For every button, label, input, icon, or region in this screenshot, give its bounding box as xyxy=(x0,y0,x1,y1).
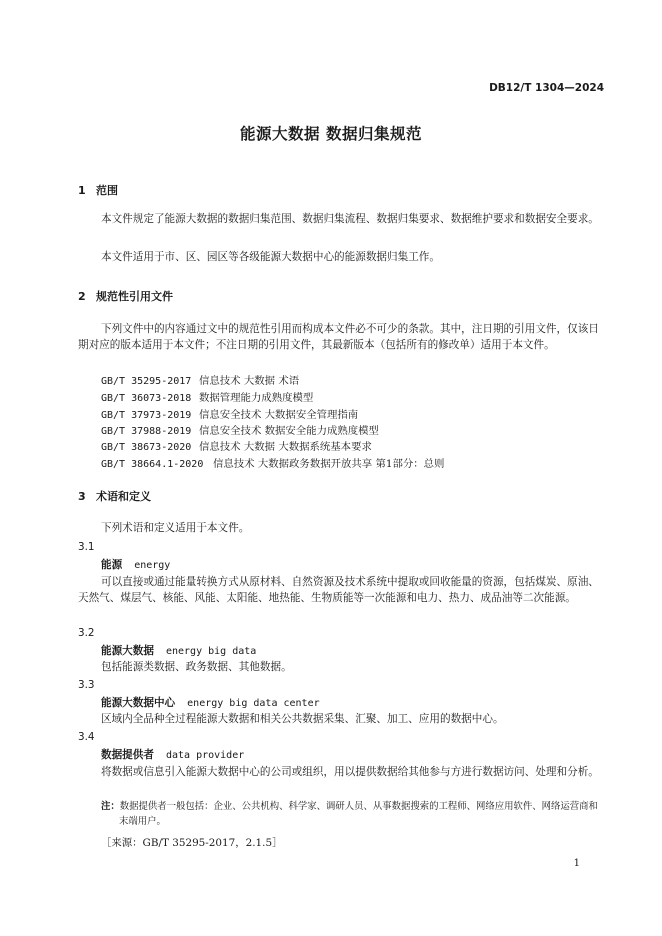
section-title: 规范性引用文件 xyxy=(96,290,173,303)
section-heading-scope xyxy=(78,182,118,198)
term-heading xyxy=(101,747,244,762)
section-title: 范围 xyxy=(96,184,118,197)
reference-item xyxy=(101,372,299,387)
reference-item xyxy=(101,389,313,404)
document-code: DB12/T 1304—2024 xyxy=(489,82,604,94)
term-chinese: 能源大数据中心 xyxy=(101,697,176,709)
section-title: 术语和定义 xyxy=(96,490,151,503)
reference-title: 信息技术 大数据 术语 xyxy=(199,375,300,387)
section-heading-normative-references xyxy=(78,288,173,304)
note-label: 注： xyxy=(101,801,120,812)
reference-title: 信息安全技术 大数据安全管理指南 xyxy=(199,409,359,421)
reference-item xyxy=(101,406,358,421)
paragraph: 下列术语和定义适用于本文件。 xyxy=(101,522,250,534)
note xyxy=(101,799,604,829)
note-text: 数据提供者一般包括：企业、公共机构、科学家、调研人员、从事数据搜索的工程师、网络应用软件、网络运营商和末端用户。 xyxy=(119,801,598,827)
term-definition: 包括能源类数据、政务数据、其他数据。 xyxy=(101,661,292,673)
reference-code: GB/T 37973-2019 xyxy=(101,410,192,421)
page-title: 能源大数据 数据归集规范 xyxy=(240,125,422,143)
source-citation: ［来源：GB/T 35295-2017，2.1.5］ xyxy=(101,837,283,849)
term-chinese: 能源大数据 xyxy=(101,645,154,657)
reference-item xyxy=(101,438,372,453)
term-english: energy big data xyxy=(165,646,257,657)
reference-code: GB/T 38664.1-2020 xyxy=(101,459,204,470)
reference-title: 信息技术 大数据 大数据系统基本要求 xyxy=(199,441,372,453)
reference-item xyxy=(101,422,379,437)
section-number: 3 xyxy=(78,490,86,503)
term-definition: 区域内全品种全过程能源大数据和相关公共数据采集、汇聚、加工、应用的数据中心。 xyxy=(101,713,504,725)
term-heading xyxy=(101,557,170,572)
term-number: 3.1 xyxy=(78,541,95,553)
term-number: 3.4 xyxy=(78,731,95,743)
term-number: 3.3 xyxy=(78,679,95,691)
section-number: 2 xyxy=(78,290,86,303)
reference-title: 信息技术 大数据政务数据开放共享 第1部分：总则 xyxy=(213,458,445,470)
section-number: 1 xyxy=(78,184,86,197)
page-number: 1 xyxy=(573,858,580,869)
term-chinese: 能源 xyxy=(101,559,123,571)
term-chinese: 数据提供者 xyxy=(101,749,154,761)
section-heading-terms-and-definitions xyxy=(78,488,151,504)
term-english: data provider xyxy=(165,750,245,761)
paragraph: 下列文件中的内容通过文中的规范性引用而构成本文件必不可少的条款。其中，注日期的引用文件，仅该日期对应的版本适用于本文件；不注日期的引用文件，其最新版本（包括所有的修改单）适用于本文件。 xyxy=(78,323,599,351)
reference-code: GB/T 35295-2017 xyxy=(101,376,192,387)
term-heading xyxy=(101,643,256,658)
reference-item xyxy=(101,455,444,470)
term-definition: 可以直接或通过能量转换方式从原材料、自然资源及技术系统中提取或回收能量的资源，包括煤炭、原油、天然气、煤层气、核能、风能、太阳能、地热能、生物质能等一次能源和电力、热力、成品油等二次能源。 xyxy=(78,576,599,604)
paragraph: 本文件规定了能源大数据的数据归集范围、数据归集流程、数据归集要求、数据维护要求和数据安全要求。 xyxy=(101,213,599,225)
reference-code: GB/T 38673-2020 xyxy=(101,442,192,453)
term-english: energy big data center xyxy=(187,698,320,709)
term-number: 3.2 xyxy=(78,627,95,639)
reference-title: 信息安全技术 数据安全能力成熟度模型 xyxy=(199,425,379,437)
reference-title: 数据管理能力成熟度模型 xyxy=(199,392,314,404)
term-definition: 将数据或信息引入能源大数据中心的公司或组织，用以提供数据给其他参与方进行数据访问、处理和分析。 xyxy=(101,766,599,778)
paragraph: 本文件适用于市、区、园区等各级能源大数据中心的能源数据归集工作。 xyxy=(101,251,440,263)
term-english: energy xyxy=(134,560,171,571)
reference-code: GB/T 37988-2019 xyxy=(101,426,192,437)
reference-code: GB/T 36073-2018 xyxy=(101,393,192,404)
term-heading xyxy=(101,695,320,710)
